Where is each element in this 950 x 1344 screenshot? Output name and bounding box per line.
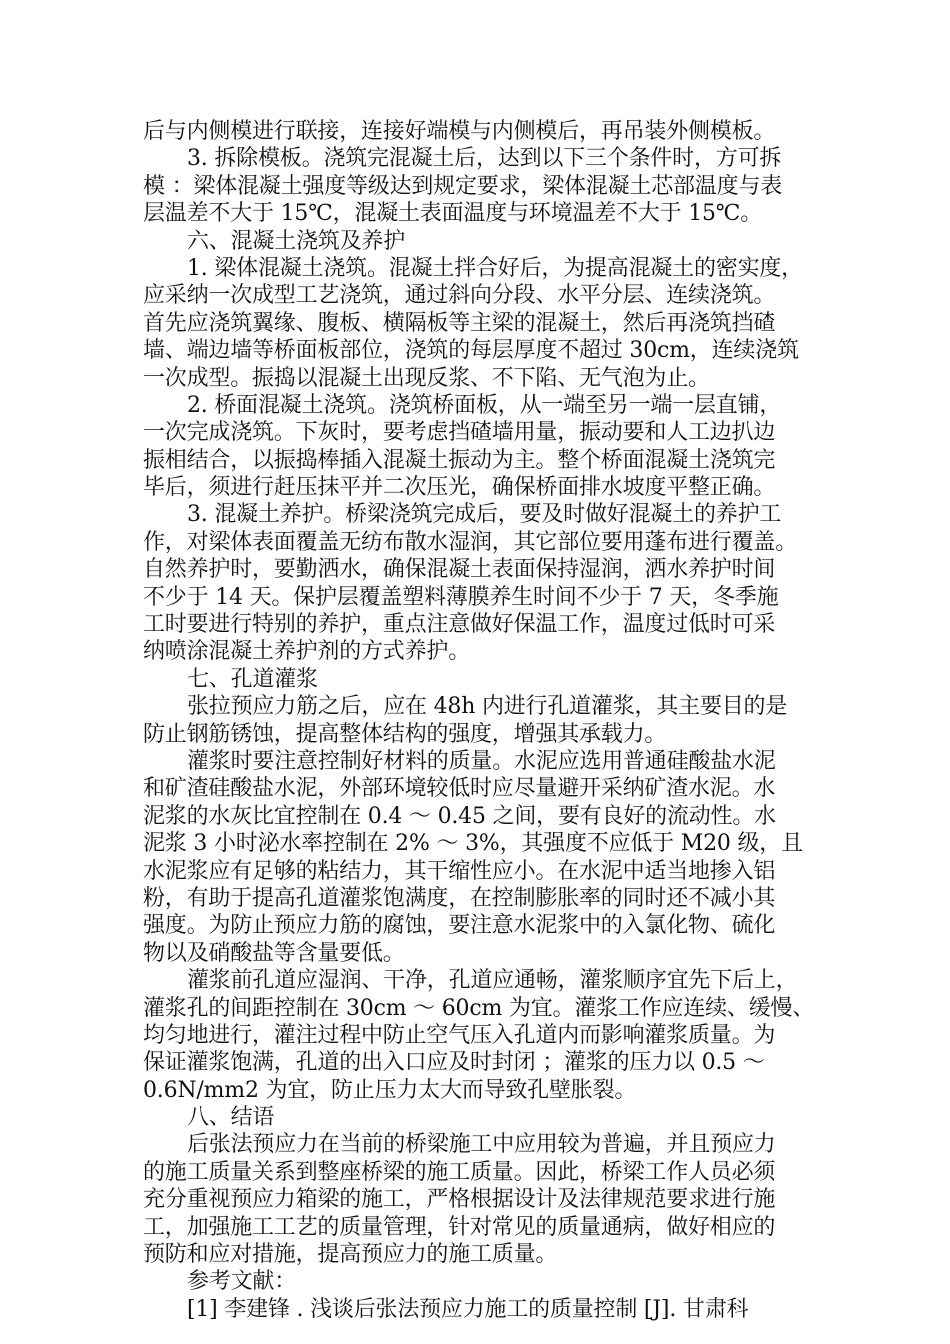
text-line: 应采纳一次成型工艺浇筑，通过斜向分段、水平分层、连续浇筑。 — [143, 283, 776, 309]
text-line: 八、结语 — [187, 1105, 275, 1131]
text-line: 3. 混凝土养护。桥梁浇筑完成后，要及时做好混凝土的养护工 — [187, 502, 782, 528]
text-line: 作，对梁体表面覆盖无纺布散水湿润，其它部位要用蓬布进行覆盖。 — [143, 529, 798, 555]
text-line: 防止钢筋锈蚀，提高整体结构的强度，增强其承载力。 — [143, 721, 667, 747]
document-body — [143, 118, 819, 1323]
text-line: [1] 李建锋 . 浅谈后张法预应力施工的质量控制 [J]. 甘肃科 — [187, 1296, 749, 1322]
text-line: 强度。为防止预应力筋的腐蚀，要注意水泥浆中的入氯化物、硫化 — [143, 913, 776, 939]
text-line: 参考文献： — [187, 1269, 297, 1295]
text-line: 振相结合，以振捣棒插入混凝土振动为主。整个桥面混凝土浇筑完 — [143, 447, 776, 473]
text-line: 不少于 14 天。保护层覆盖塑料薄膜养生时间不少于 7 天，冬季施 — [143, 584, 779, 610]
text-line: 毕后，须进行赶压抹平并二次压光，确保桥面排水坡度平整正确。 — [143, 475, 776, 501]
text-line: 工时要进行特别的养护，重点注意做好保温工作，温度过低时可采 — [143, 612, 776, 638]
text-line: 纳喷涂混凝土养护剂的方式养护。 — [143, 639, 471, 665]
text-line: 自然养护时，要勤洒水，确保混凝土表面保持湿润，洒水养护时间 — [143, 557, 776, 583]
text-line: 泥浆的水灰比宜控制在 0.4 ～ 0.45 之间，要有良好的流动性。水 — [143, 803, 776, 829]
text-line: 灌浆孔的间距控制在 30cm ～ 60cm 为宜。灌浆工作应连续、缓慢、 — [143, 995, 815, 1021]
text-line: 后与内侧模进行联接，连接好端模与内侧模后，再吊装外侧模板。 — [143, 119, 776, 144]
text-line: 层温差不大于 15℃，混凝土表面温度与环境温差不大于 15℃。 — [143, 201, 762, 227]
text-line: 灌浆时要注意控制好材料的质量。水泥应选用普通硅酸盐水泥 — [187, 748, 776, 774]
text-line: 一次成型。振捣以混凝土出现反浆、不下陷、无气泡为止。 — [143, 365, 710, 391]
text-line: 模 ：梁体混凝土强度等级达到规定要求，梁体混凝土芯部温度与表 — [143, 173, 782, 199]
text-line: 张拉预应力筋之后，应在 48h 内进行孔道灌浆，其主要目的是 — [187, 694, 788, 720]
text-line: 七、孔道灌浆 — [187, 666, 318, 692]
text-line: 六、混凝土浇筑及养护 — [187, 228, 406, 254]
text-line: 2. 桥面混凝土浇筑。浇筑桥面板，从一端至另一端一层直铺， — [187, 392, 782, 418]
text-line: 墙、端边墙等桥面板部位，浇筑的每层厚度不超过 30cm，连续浇筑 — [143, 338, 799, 364]
text-line: 水泥浆应有足够的粘结力，其干缩性应小。在水泥中适当地掺入铝 — [143, 858, 776, 884]
text-line: 的施工质量关系到整座桥梁的施工质量。因此，桥梁工作人员必须 — [143, 1159, 776, 1185]
text-line: 灌浆前孔道应湿润、干净，孔道应通畅，灌浆顺序宜先下后上， — [187, 968, 798, 994]
text-line: 均匀地进行，灌注过程中防止空气压入孔道内而影响灌浆质量。为 — [143, 1022, 776, 1048]
text-line: 0.6N/mm2 为宜，防止压力太大而导致孔壁胀裂。 — [143, 1077, 637, 1103]
text-line: 预防和应对措施，提高预应力的施工质量。 — [143, 1242, 558, 1268]
text-line: 泥浆 3 小时泌水率控制在 2% ～ 3%，其强度不应低于 M20 级，且 — [143, 831, 803, 857]
text-line: 后张法预应力在当前的桥梁施工中应用较为普遍，并且预应力 — [187, 1132, 776, 1158]
text-line: 1. 梁体混凝土浇筑。混凝土拌合好后，为提高混凝土的密实度， — [187, 255, 803, 281]
text-line: 工，加强施工工艺的质量管理，针对常见的质量通病，做好相应的 — [143, 1214, 776, 1240]
text-line: 3. 拆除模板。浇筑完混凝土后，达到以下三个条件时，方可拆 — [187, 146, 782, 172]
text-line: 首先应浇筑翼缘、腹板、横隔板等主梁的混凝土，然后再浇筑挡碴 — [143, 310, 776, 336]
text-line: 保证灌浆饱满，孔道的出入口应及时封闭 ；灌浆的压力以 0.5 ～ — [143, 1050, 765, 1076]
text-line: 充分重视预应力箱梁的施工，严格根据设计及法律规范要求进行施 — [143, 1187, 776, 1213]
text-line: 物以及硝酸盐等含量要低。 — [143, 940, 405, 966]
text-line: 粉，有助于提高孔道灌浆饱满度，在控制膨胀率的同时还不减小其 — [143, 885, 776, 911]
text-line: 和矿渣硅酸盐水泥，外部环境较低时应尽量避开采纳矿渣水泥。水 — [143, 776, 776, 802]
text-line: 一次完成浇筑。下灰时，要考虑挡碴墙用量，振动要和人工边扒边 — [143, 420, 776, 446]
